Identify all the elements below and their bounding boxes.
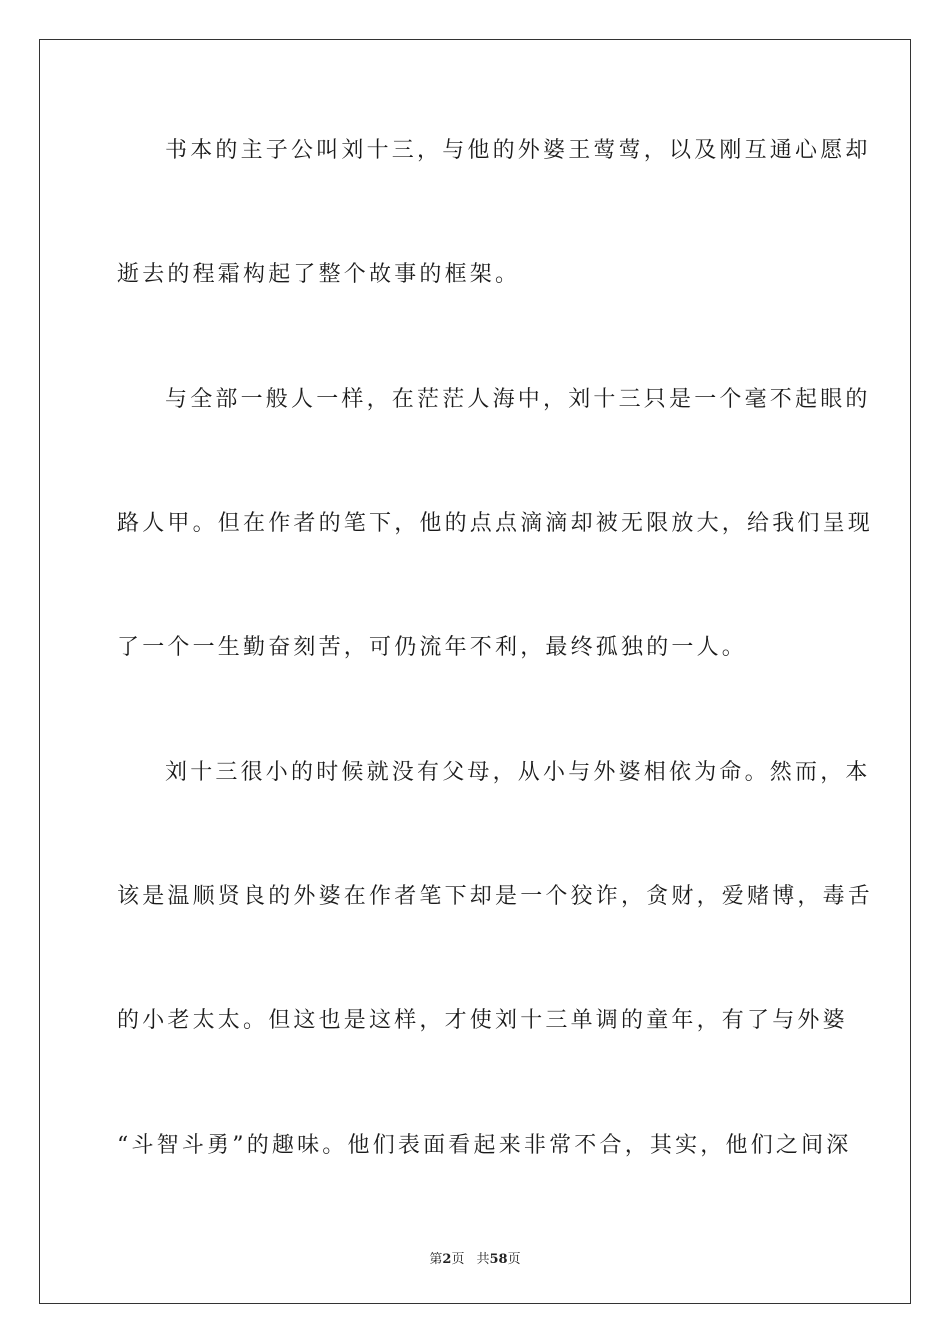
total-prefix: 共 — [476, 1252, 490, 1267]
paragraph-3-line-2: 该是温顺贤良的外婆在作者笔下却是一个狡诈，贪财，爱赌博，毒舌 — [117, 884, 874, 909]
total-suffix: 页 — [507, 1252, 521, 1267]
paragraph-2-line-1: 与全部一般人一样，在茫茫人海中，刘十三只是一个毫不起眼的 — [165, 387, 871, 412]
page-prefix: 第 — [429, 1252, 443, 1267]
paragraph-3-line-1: 刘十三很小的时候就没有父母，从小与外婆相依为命。然而，本 — [165, 760, 871, 785]
paragraph-3-line-4: “斗智斗勇”的趣味。他们表面看起来非常不合，其实，他们之间深 — [117, 1133, 852, 1158]
page-suffix: 页 — [451, 1252, 465, 1267]
page-footer — [0, 1248, 950, 1267]
paragraph-3-line-3: 的小老太太。但这也是这样，才使刘十三单调的童年，有了与外婆 — [117, 1008, 848, 1033]
paragraph-1-line-2: 逝去的程霜构起了整个故事的框架。 — [117, 262, 521, 287]
paragraph-2-line-3: 了一个一生勤奋刻苦，可仍流年不利，最终孤独的一人。 — [117, 635, 748, 660]
paragraph-2-line-2: 路人甲。但在作者的笔下，他的点点滴滴却被无限放大，给我们呈现 — [117, 511, 874, 536]
total-pages: 58 — [489, 1252, 508, 1267]
page-number: 2 — [442, 1252, 452, 1267]
paragraph-1-line-1: 书本的主子公叫刘十三，与他的外婆王莺莺，以及刚互通心愿却 — [165, 138, 871, 163]
page-border — [39, 39, 911, 1304]
